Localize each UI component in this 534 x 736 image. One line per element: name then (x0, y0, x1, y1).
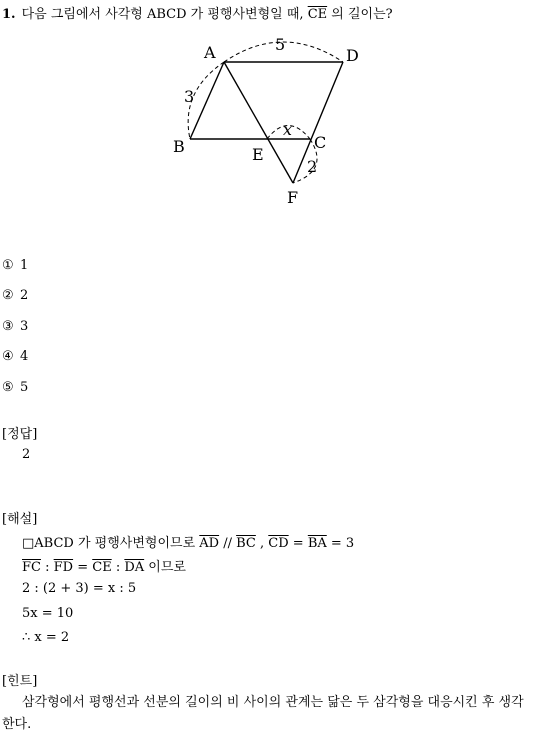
choice-3-marker: ③ (2, 319, 14, 334)
vertex-label-d: D (346, 46, 359, 65)
ratio-sign-1: : (40, 560, 54, 575)
solution-line-1 (22, 532, 354, 551)
segment-fc-label: $\overline{FC}$ (22, 560, 41, 575)
choice-3-value: 3 (20, 319, 29, 334)
arc-label-2: 2 (307, 157, 318, 176)
solution-line-4: 5x = 10 (22, 606, 74, 621)
solution-heading: [해설] (2, 512, 38, 527)
parallel-sign: // (219, 536, 237, 551)
choice-1[interactable] (2, 258, 28, 273)
choice-2-value: 2 (20, 288, 29, 303)
question-segment-ce: $\overline{CE}$ (307, 7, 328, 22)
vertex-label-a: A (204, 43, 216, 62)
segment-bc-label: $\overline{BC}$ (236, 536, 256, 551)
segment-ab (190, 62, 224, 139)
question-number: 1. (2, 7, 16, 22)
equals-sign-2: = (73, 560, 93, 575)
solution-line-1-suffix: = 3 (326, 536, 355, 551)
choice-4[interactable] (2, 349, 28, 364)
choice-4-value: 4 (20, 349, 29, 364)
arc-label-5: 5 (275, 35, 286, 54)
question-text-before: 다음 그림에서 사각형 ABCD 가 평행사변형일 때, (21, 7, 308, 22)
choice-5-marker: ⑤ (2, 380, 14, 395)
solution-line-2 (22, 556, 186, 575)
segment-cd-label: $\overline{CD}$ (268, 536, 289, 551)
question-line (2, 3, 393, 22)
segment-da-label: $\overline{DA}$ (124, 560, 145, 575)
solution-line-2-suffix: 이므로 (144, 560, 186, 575)
vertex-label-e: E (252, 145, 264, 164)
choice-2-marker: ② (2, 288, 14, 303)
solution-line-3: 2 : (2 + 3) = x : 5 (22, 581, 137, 596)
choice-4-marker: ④ (2, 349, 14, 364)
vertex-label-f: F (287, 188, 299, 207)
segment-ad-label: $\overline{AD}$ (199, 536, 220, 551)
ratio-sign-2: : (111, 560, 125, 575)
choice-1-marker: ① (2, 258, 14, 273)
vertex-label-b: B (173, 137, 185, 156)
choice-2[interactable] (2, 288, 28, 303)
hint-heading: [힌트] (2, 674, 38, 689)
equals-sign: = (288, 536, 308, 551)
choice-5-value: 5 (20, 380, 29, 395)
solution-line-5: ∴ x = 2 (22, 630, 70, 645)
segment-df (293, 62, 343, 183)
choice-1-value: 1 (20, 258, 29, 273)
choice-3[interactable] (2, 319, 28, 334)
vertex-label-c: C (314, 133, 327, 152)
parallelogram-figure (160, 32, 380, 212)
arc-label-3: 3 (184, 87, 195, 106)
solution-line-1-prefix: □ABCD 가 평행사변형이므로 (22, 536, 200, 551)
answer-value: 2 (22, 447, 31, 462)
choice-5[interactable] (2, 380, 28, 395)
segment-ce-label: $\overline{CE}$ (92, 560, 112, 575)
segment-fd-label: $\overline{FD}$ (53, 560, 74, 575)
arc-label-x: x (283, 120, 293, 139)
answer-heading: [정답] (2, 427, 38, 442)
segment-ba-label: $\overline{BA}$ (307, 536, 327, 551)
hint-text: 삼각형에서 평행선과 선분의 길이의 비 사이의 관계는 닮은 두 삼각형을 대응시킨 후 생각한다. (2, 695, 524, 732)
comma: , (255, 536, 269, 551)
question-text-after: 의 길이는? (327, 7, 393, 22)
